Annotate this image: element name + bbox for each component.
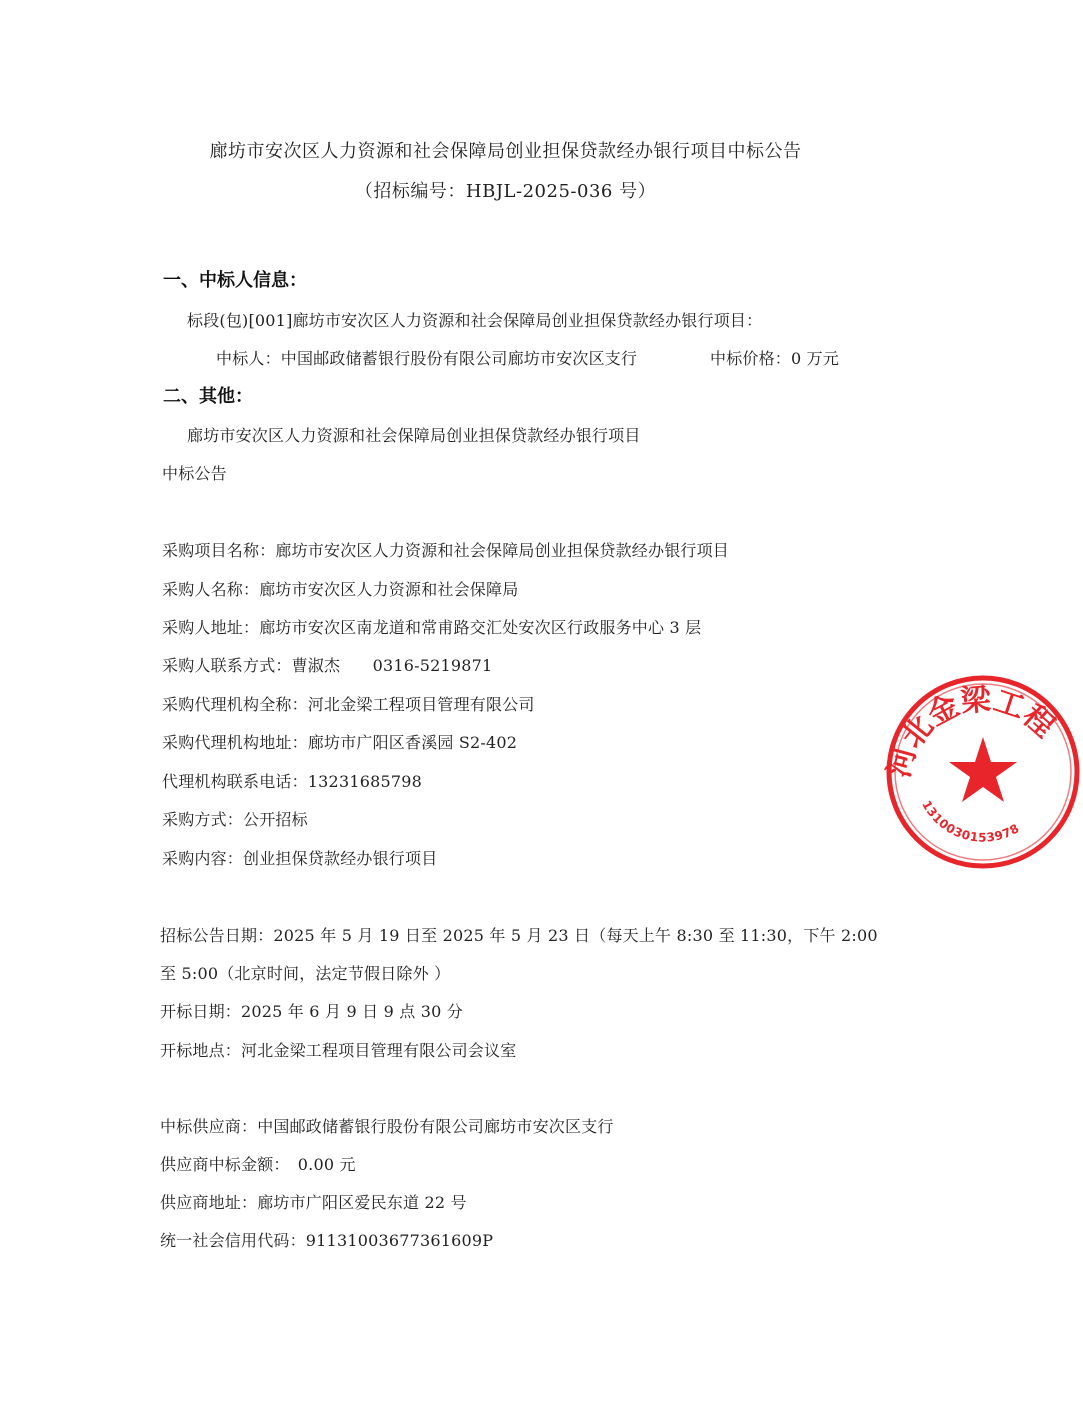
opening-date: 开标日期：2025 年 6 月 9 日 9 点 30 分 — [160, 1002, 463, 1021]
supplier-address: 供应商地址：廊坊市广阳区爱民东道 22 号 — [160, 1193, 467, 1212]
company-seal-stamp — [883, 672, 1083, 872]
document-title: 廊坊市安次区人力资源和社会保障局创业担保贷款经办银行项目中标公告 — [209, 141, 802, 162]
seal-number-text: 1310030153978 — [919, 798, 1022, 845]
supplier-name: 中标供应商：中国邮政储蓄银行股份有限公司廊坊市安次区支行 — [160, 1117, 614, 1136]
purchaser-contact: 采购人联系方式：曹淑杰 0316-5219871 — [162, 656, 493, 675]
procurement-content: 采购内容：创业担保贷款经办银行项目 — [162, 849, 438, 868]
opening-place: 开标地点：河北金梁工程项目管理有限公司会议室 — [160, 1041, 517, 1060]
other-line-2: 中标公告 — [162, 464, 227, 483]
seal-star-icon — [949, 737, 1017, 802]
other-line-1: 廊坊市安次区人力资源和社会保障局创业担保贷款经办银行项目 — [187, 426, 641, 445]
notice-period-line-1: 招标公告日期：2025 年 5 月 19 日至 2025 年 5 月 23 日（每天上午 8:30 至 11:30，下午 2:00 — [160, 926, 878, 945]
agency-name: 采购代理机构全称：河北金梁工程项目管理有限公司 — [162, 695, 535, 714]
supplier-amount: 供应商中标金额： 0.00 元 — [160, 1155, 356, 1174]
lot-description: 标段(包)[001]廊坊市安次区人力资源和社会保障局创业担保贷款经办银行项目： — [187, 311, 763, 330]
supplier-credit-code: 统一社会信用代码：91131003677361609P — [160, 1231, 494, 1250]
purchaser-name: 采购人名称：廊坊市安次区人力资源和社会保障局 — [162, 580, 519, 599]
purchaser-address: 采购人地址：廊坊市安次区南龙道和常甫路交汇处安次区行政服务中心 3 层 — [162, 618, 702, 637]
seal-name-text: 河北金梁工程 — [881, 682, 1062, 782]
project-name: 采购项目名称：廊坊市安次区人力资源和社会保障局创业担保贷款经办银行项目 — [162, 541, 730, 560]
agency-address: 采购代理机构地址：廊坊市广阳区香溪园 S2-402 — [162, 733, 518, 752]
agency-phone: 代理机构联系电话：13231685798 — [162, 772, 422, 791]
procurement-method: 采购方式：公开招标 — [162, 810, 308, 829]
winner-name: 中标人：中国邮政储蓄银行股份有限公司廊坊市安次区支行 — [216, 349, 638, 368]
section-other-heading: 二、其他： — [163, 386, 253, 407]
notice-period-line-2: 至 5:00（北京时间，法定节假日除外 ） — [160, 964, 451, 983]
section-winner-heading: 一、中标人信息： — [163, 270, 307, 291]
winning-price: 中标价格：0 万元 — [710, 349, 840, 368]
tender-number: （招标编号：HBJL-2025-036 号） — [354, 181, 657, 202]
